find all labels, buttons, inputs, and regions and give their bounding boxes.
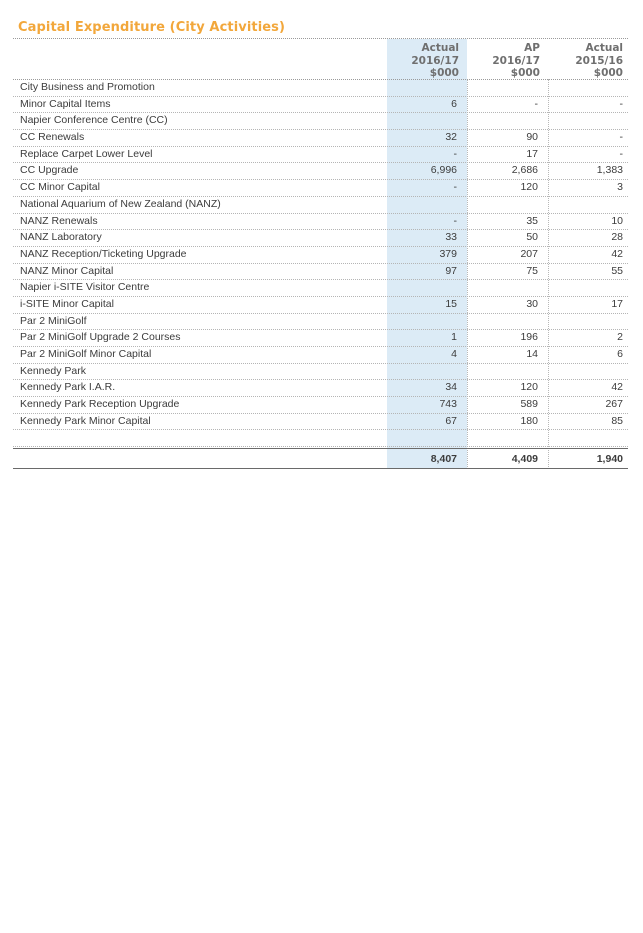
cell-actual-current: 97 xyxy=(445,264,457,277)
row-label: NANZ Minor Capital xyxy=(20,264,114,277)
row-label: Napier Conference Centre (CC) xyxy=(20,114,168,127)
cell-ap: 14 xyxy=(526,348,538,360)
row-label: Kennedy Park Reception Upgrade xyxy=(20,398,180,411)
cell-actual-current: 67 xyxy=(445,414,457,427)
cell-actual-prior: 267 xyxy=(605,398,623,411)
header-line: 2016/17 xyxy=(411,54,459,67)
header-line: Actual xyxy=(585,42,623,54)
cell-ap: 2,686 xyxy=(511,164,538,177)
table-row xyxy=(13,180,628,197)
cell-actual-prior: - xyxy=(619,131,623,144)
table-row xyxy=(13,280,628,297)
total-top-rule xyxy=(13,448,628,449)
table-row xyxy=(13,380,628,397)
cell-actual-prior: 28 xyxy=(611,231,623,244)
column-header-actual-prior xyxy=(548,42,623,80)
row-label: NANZ Renewals xyxy=(20,214,98,227)
row-label: Par 2 MiniGolf xyxy=(20,314,87,327)
table-row xyxy=(13,297,628,314)
cell-ap: 50 xyxy=(526,231,538,244)
cell-ap: 180 xyxy=(520,414,538,427)
cell-actual-prior: - xyxy=(619,147,623,160)
column-header-actual-current xyxy=(387,42,459,80)
row-label: NANZ Reception/Ticketing Upgrade xyxy=(20,247,187,260)
cell-actual-prior: 10 xyxy=(611,214,623,227)
table-row xyxy=(13,347,628,364)
table-row xyxy=(13,264,628,281)
table-row xyxy=(13,130,628,147)
cell-ap: 90 xyxy=(526,131,538,144)
table-row xyxy=(13,97,628,114)
cell-actual-current: 32 xyxy=(445,131,457,144)
row-label: National Aquarium of New Zealand (NANZ) xyxy=(20,197,221,210)
header-line: Actual xyxy=(421,42,459,54)
cell-actual-prior: 55 xyxy=(611,264,623,277)
total-row xyxy=(13,450,628,467)
header-line: $000 xyxy=(510,67,540,79)
cell-ap: 207 xyxy=(520,247,538,260)
cell-actual-current: 4 xyxy=(451,348,457,360)
cell-actual-prior: 85 xyxy=(611,414,623,427)
table-row xyxy=(13,230,628,247)
table-row xyxy=(13,214,628,231)
cell-actual-current: - xyxy=(453,147,457,160)
row-label: Par 2 MiniGolf Minor Capital xyxy=(20,348,152,360)
header-line: 2016/17 xyxy=(492,54,540,67)
total-actual-prior: 1,940 xyxy=(596,453,623,465)
cell-actual-prior: 6 xyxy=(617,348,623,360)
cell-actual-prior: 42 xyxy=(611,247,623,260)
row-label: Kennedy Park Minor Capital xyxy=(20,414,151,427)
table-body xyxy=(13,80,628,447)
cell-actual-prior: 3 xyxy=(617,181,623,194)
total-bottom-rule xyxy=(13,468,628,469)
cell-actual-current: 33 xyxy=(445,231,457,244)
cell-ap: 120 xyxy=(520,181,538,194)
row-label: CC Renewals xyxy=(20,131,85,144)
row-label: CC Minor Capital xyxy=(20,181,100,194)
row-label: NANZ Laboratory xyxy=(20,231,102,244)
cell-ap: 17 xyxy=(526,147,538,160)
cell-ap: - xyxy=(534,97,538,110)
total-actual-current: 8,407 xyxy=(430,453,457,465)
table-row xyxy=(13,247,628,264)
table-row xyxy=(13,430,628,447)
cell-actual-current: - xyxy=(453,214,457,227)
total-ap: 4,409 xyxy=(511,453,538,465)
table-row xyxy=(13,330,628,347)
table-row xyxy=(13,364,628,381)
table-header xyxy=(13,38,628,80)
table-row xyxy=(13,197,628,214)
cell-ap: 30 xyxy=(526,297,538,310)
row-label: CC Upgrade xyxy=(20,164,79,177)
cell-ap: 589 xyxy=(520,398,538,411)
cell-actual-current: 15 xyxy=(445,297,457,310)
cell-actual-current: 6,996 xyxy=(430,164,457,177)
table-row xyxy=(13,163,628,180)
cell-actual-prior: 2 xyxy=(617,331,623,344)
table-row xyxy=(13,147,628,164)
column-header-ap xyxy=(467,42,540,80)
cell-actual-current: 6 xyxy=(451,97,457,110)
row-label: Kennedy Park xyxy=(20,364,86,377)
row-label: i-SITE Minor Capital xyxy=(20,297,114,310)
cell-ap: 75 xyxy=(526,264,538,277)
cell-ap: 196 xyxy=(520,331,538,344)
header-line: AP xyxy=(524,42,540,54)
table-row xyxy=(13,397,628,414)
cell-actual-prior: - xyxy=(619,97,623,110)
cell-ap: 120 xyxy=(520,381,538,394)
cell-actual-prior: 17 xyxy=(611,297,623,310)
cell-actual-prior: 42 xyxy=(611,381,623,394)
cell-actual-current: 34 xyxy=(445,381,457,394)
cell-ap: 35 xyxy=(526,214,538,227)
table-row xyxy=(13,414,628,431)
row-label: Minor Capital Items xyxy=(20,97,111,110)
cell-actual-current: - xyxy=(453,181,457,194)
row-label: City Business and Promotion xyxy=(20,81,155,93)
cell-actual-current: 379 xyxy=(439,247,457,260)
header-line: 2015/16 xyxy=(575,54,623,67)
header-line: $000 xyxy=(593,67,623,79)
cell-actual-prior: 1,383 xyxy=(596,164,623,177)
table-row xyxy=(13,314,628,331)
page-title: Capital Expenditure (City Activities) xyxy=(18,20,286,35)
row-label: Replace Carpet Lower Level xyxy=(20,147,153,160)
row-label: Napier i-SITE Visitor Centre xyxy=(20,281,150,294)
cell-actual-current: 1 xyxy=(451,331,457,344)
row-label: Kennedy Park I.A.R. xyxy=(20,381,116,394)
header-line: $000 xyxy=(429,67,459,79)
table-row xyxy=(13,113,628,130)
cell-actual-current: 743 xyxy=(439,398,457,411)
row-label: Par 2 MiniGolf Upgrade 2 Courses xyxy=(20,331,181,344)
table-row xyxy=(13,80,628,97)
